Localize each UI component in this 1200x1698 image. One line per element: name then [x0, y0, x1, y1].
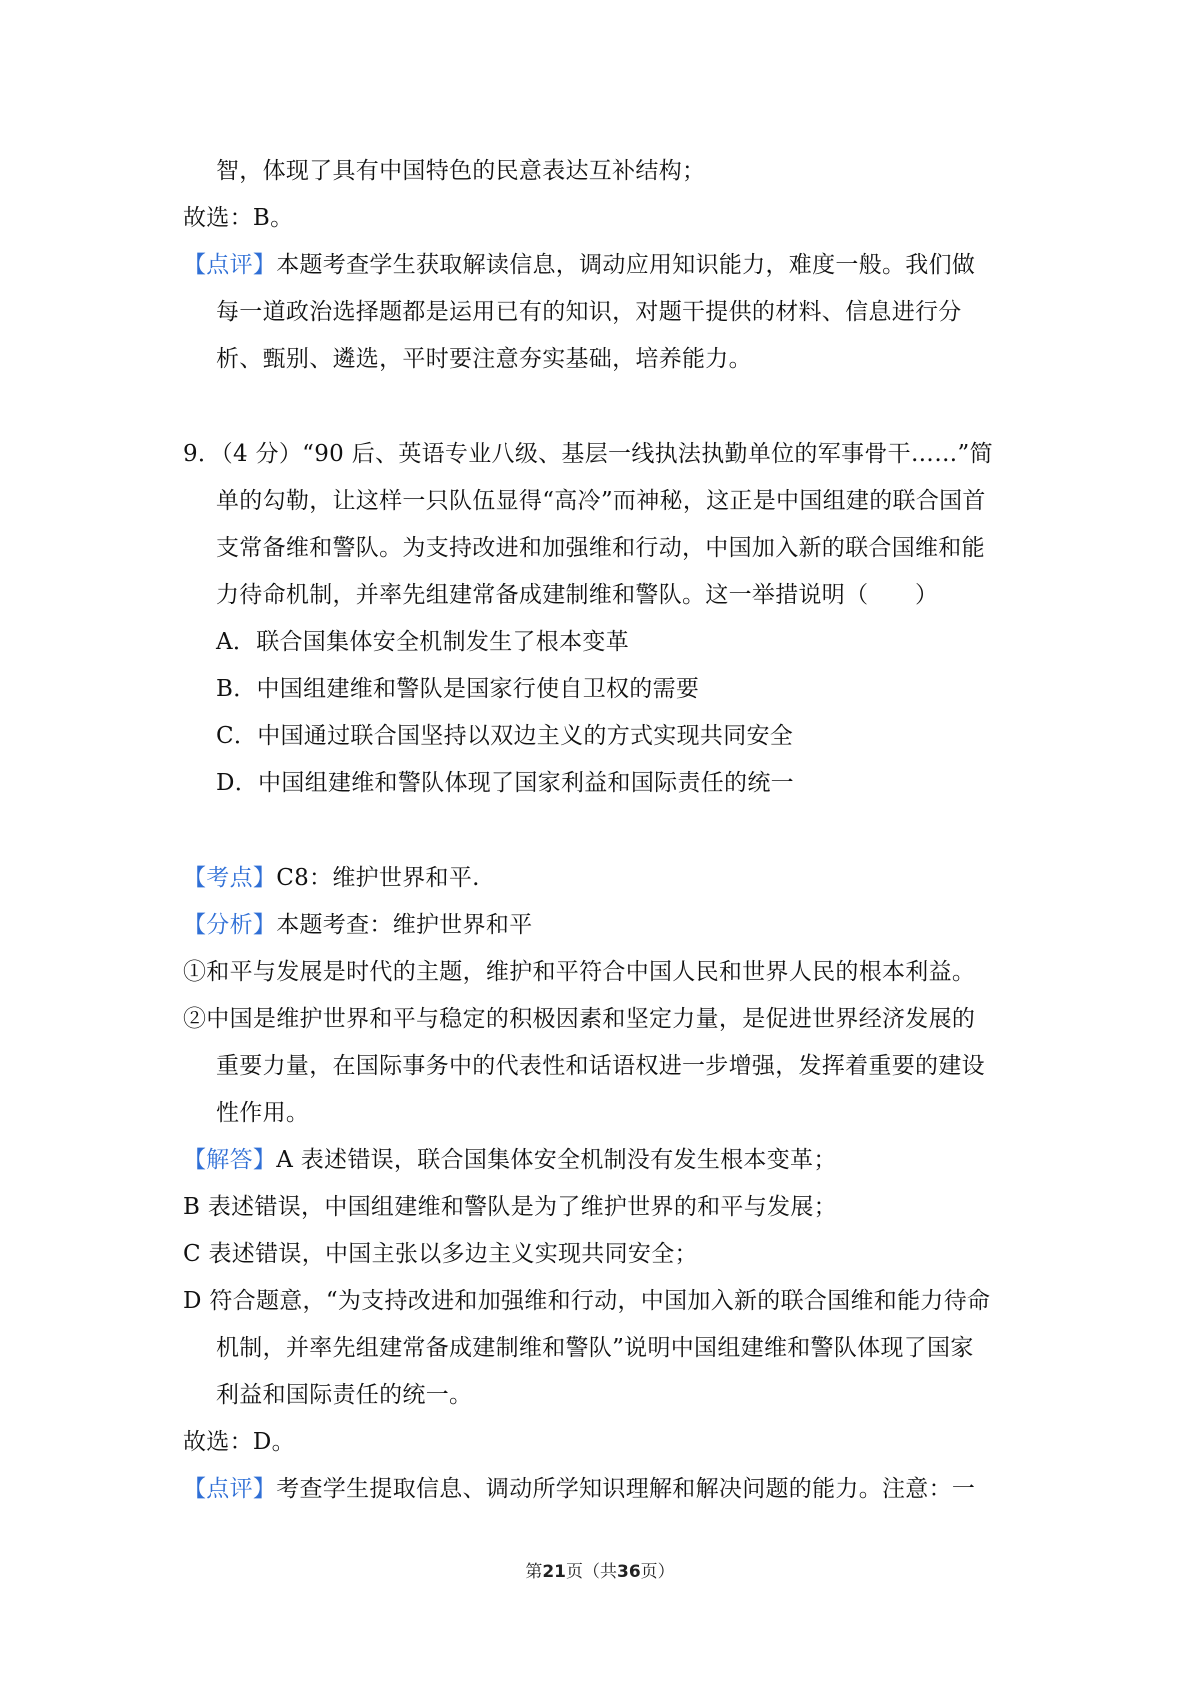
question-stem: 单的勾勒，让这样一只队伍显得“高冷”而神秘，这正是中国组建的联合国首 [216, 488, 986, 514]
text-line: 析、甄别、遴选，平时要注意夯实基础，培养能力。 [216, 346, 752, 372]
option-d: D．中国组建维和警队体现了国家利益和国际责任的统一 [216, 770, 794, 796]
question-stem: 力待命机制，并率先组建常备成建制维和警队。这一举措说明（ ） [216, 582, 939, 608]
answer-line: 故选：B。 [183, 205, 294, 231]
jieda-tag: 【解答】 [183, 1147, 277, 1173]
text-line: ②中国是维护世界和平与稳定的积极因素和坚定力量，是促进世界经济发展的 [183, 1006, 976, 1032]
text-line: B 表述错误，中国组建维和警队是为了维护世界的和平与发展； [183, 1194, 837, 1220]
option-b: B．中国组建维和警队是国家行使自卫权的需要 [216, 676, 700, 702]
footer-post: 页） [640, 1562, 675, 1582]
text-line: 性作用。 [216, 1100, 310, 1126]
text-line: D 符合题意，“为支持改进和加强维和行动，中国加入新的联合国维和能力待命 [183, 1288, 991, 1314]
fenxi-tag: 【分析】 [183, 912, 277, 938]
page-footer [0, 1560, 1200, 1584]
review-text: 考查学生提取信息、调动所学知识理解和解决问题的能力。注意：一 [276, 1476, 976, 1502]
text-line: 利益和国际责任的统一。 [216, 1382, 473, 1408]
footer-pre: 第 [525, 1562, 543, 1582]
review-tag: 【点评】 [183, 1476, 277, 1502]
jieda-line [183, 1144, 837, 1176]
jieda-text: A 表述错误，联合国集体安全机制没有发生根本变革； [276, 1147, 837, 1173]
text-line: C 表述错误，中国主张以多边主义实现共同安全； [183, 1241, 698, 1267]
kaodian-tag: 【考点】 [183, 865, 277, 891]
fenxi-line [183, 909, 533, 941]
review-tag: 【点评】 [183, 252, 277, 278]
option-a: A．联合国集体安全机制发生了根本变革 [216, 629, 630, 655]
option-c: C．中国通过联合国坚持以双边主义的方式实现共同安全 [216, 723, 794, 749]
question-stem: 支常备维和警队。为支持改进和加强维和行动，中国加入新的联合国维和能 [216, 535, 985, 561]
page-total: 36 [617, 1562, 641, 1582]
text-line: 机制，并率先组建常备成建制维和警队”说明中国组建维和警队体现了国家 [216, 1335, 974, 1361]
review-text: 本题考查学生获取解读信息，调动应用知识能力，难度一般。我们做 [276, 252, 976, 278]
answer-line: 故选：D。 [183, 1429, 295, 1455]
page-number: 21 [542, 1562, 566, 1582]
kaodian-text: C8：维护世界和平. [276, 865, 480, 891]
text-line: 每一道政治选择题都是运用已有的知识，对题干提供的材料、信息进行分 [216, 299, 962, 325]
kaodian-line [183, 862, 480, 894]
text-line: 重要力量，在国际事务中的代表性和话语权进一步增强，发挥着重要的建设 [216, 1053, 985, 1079]
fenxi-text: 本题考查：维护世界和平 [276, 912, 533, 938]
footer-mid: 页（共 [566, 1562, 617, 1582]
question-stem: 9．（4 分）“90 后、英语专业八级、基层一线执法执勤单位的军事骨干……”简 [183, 441, 993, 467]
text-line: 智，体现了具有中国特色的民意表达互补结构； [216, 158, 706, 184]
text-line: ①和平与发展是时代的主题，维护和平符合中国人民和世界人民的根本利益。 [183, 959, 976, 985]
review-line [183, 249, 975, 281]
review-line [183, 1473, 975, 1505]
